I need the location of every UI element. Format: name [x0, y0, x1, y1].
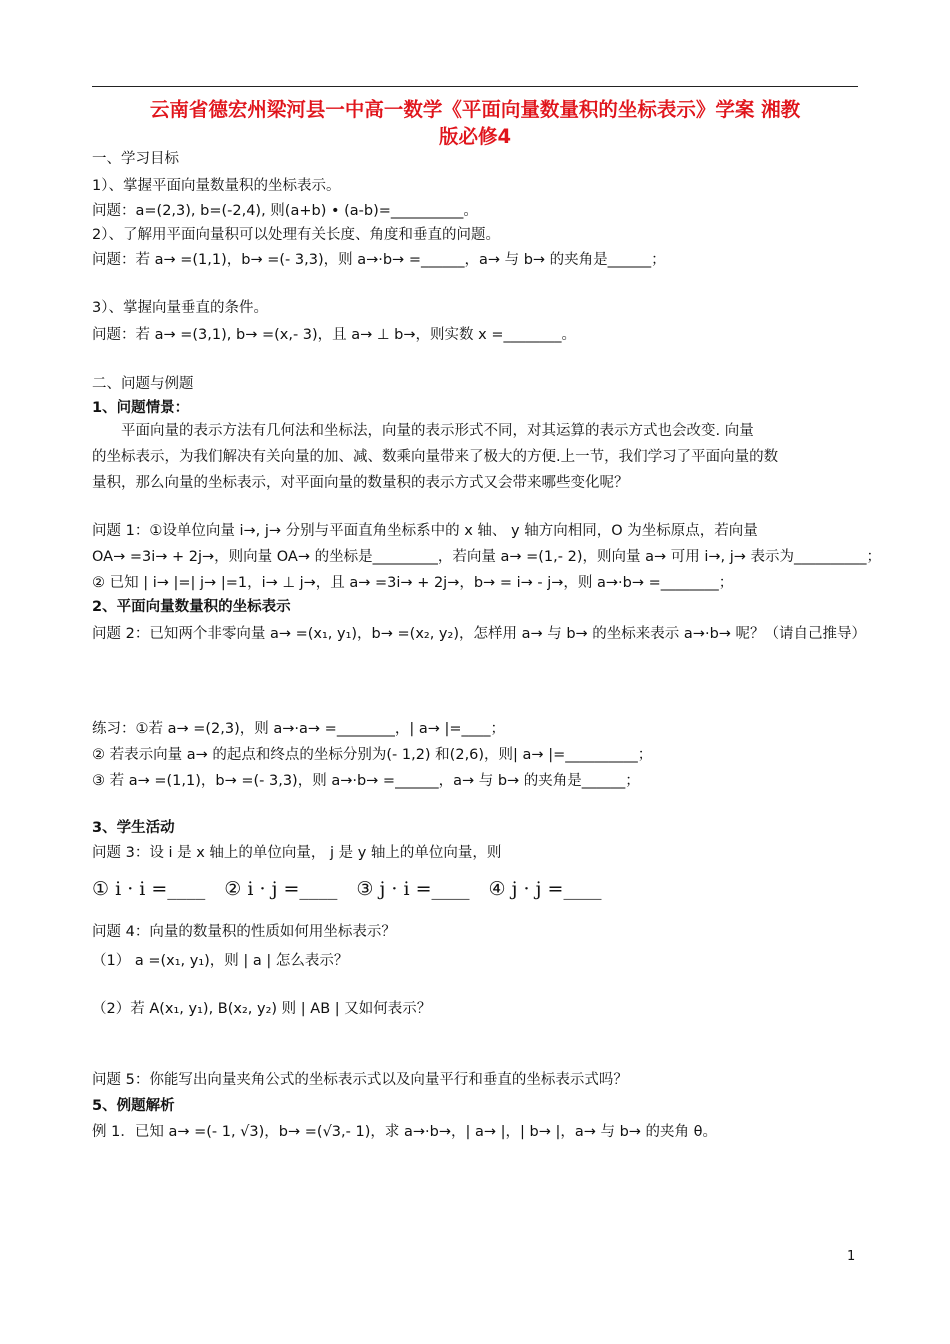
intro-line-1: 平面向量的表示方法有几何法和坐标法，向量的表示形式不同，对其运算的表示方式也会改变. 向量	[121, 423, 754, 439]
problem-4-part-1: （1） a =(x₁, y₁)，则 | a | 怎么表示？	[92, 953, 349, 969]
practice-line-3: ③ 若 a→ =(1,1)，b→ =(- 3,3)，则 a→·b→ =______，a→ 与 b→ 的夹角是______；	[92, 773, 640, 789]
subsection-1-heading: 1、问题情景：	[92, 400, 190, 416]
document-title	[92, 96, 858, 150]
question-1: 问题：a=(2,3), b=(-2,4), 则(a+b) • (a-b)=__________。	[92, 203, 478, 219]
problem-2: 问题 2：已知两个非零向量 a→ =(x₁, y₁)，b→ =(x₂, y₂)，怎样用 a→ 与 b→ 的坐标来表示 a→·b→ 呢？（请自己推导）	[92, 626, 867, 642]
page-number: 1	[847, 1249, 856, 1264]
section1-heading: 一、学习目标	[92, 151, 179, 167]
intro-paragraph	[92, 418, 862, 496]
question-3: 问题：若 a→ =(3,1), b→ =(x,- 3)，且 a→ ⊥ b→，则实数 x =________。	[92, 327, 576, 343]
practice	[92, 716, 862, 794]
goal-1: 1）、掌握平面向量数量积的坐标表示。	[92, 178, 341, 194]
problem-1-line-2: OA→ =3i→ + 2j→，则向量 OA→ 的坐标是_________，若向量 a→ =(1,- 2)，则向量 a→ 可用 i→, j→ 表示为__________；	[92, 549, 882, 565]
goal-2: 2）、了解用平面向量积可以处理有关长度、角度和垂直的问题。	[92, 227, 500, 243]
section2-heading: 二、问题与例题	[92, 376, 194, 392]
problem-4: 问题 4：向量的数量积的性质如何用坐标表示？	[92, 924, 396, 940]
title-line-2: 版必修4	[438, 125, 512, 148]
example-1: 例 1．已知 a→ =(- 1, √3)，b→ =(√3,- 1)，求 a→·b→，| a→ |，| b→ |，a→ 与 b→ 的夹角 θ。	[92, 1124, 718, 1140]
question-2: 问题：若 a→ =(1,1)，b→ =(- 3,3)，则 a→·b→ =______，a→ 与 b→ 的夹角是______；	[92, 252, 666, 268]
header-rule	[92, 86, 858, 87]
subsection-2-heading: 2、平面向量数量积的坐标表示	[92, 599, 291, 615]
practice-line-2: ② 若表示向量 a→ 的起点和终点的坐标分别为(- 1,2) 和(2,6)，则| a→ |=__________；	[92, 747, 653, 763]
problem-1	[92, 518, 882, 596]
title-line-1: 云南省德宏州梁河县一中高一数学《平面向量数量积的坐标表示》学案 湘教	[149, 98, 801, 121]
intro-line-3: 量积，那么向量的坐标表示，对平面向量的数量积的表示方式又会带来哪些变化呢？	[92, 475, 629, 491]
subsection-3-heading: 3、学生活动	[92, 820, 175, 836]
goal-3: 3）、掌握向量垂直的条件。	[92, 300, 268, 316]
practice-line-1: 练习：①若 a→ =(2,3)，则 a→·a→ =________，| a→ |=____；	[92, 721, 505, 737]
problem-4-part-2: （2）若 A(x₁, y₁), B(x₂, y₂) 则 | AB | 又如何表示？	[92, 1001, 432, 1017]
problem-3: 问题 3：设 i 是 x 轴上的单位向量， j 是 y 轴上的单位向量，则	[92, 845, 502, 861]
intro-line-2: 的坐标表示，为我们解决有关向量的加、减、数乘向量带来了极大的方便.上一节，我们学习了平面向量的数	[92, 449, 779, 465]
problem-1-line-3: ② 已知 | i→ |=| j→ |=1，i→ ⊥ j→，且 a→ =3i→ + 2j→，b→ = i→ - j→，则 a→·b→ =________；	[92, 575, 734, 591]
problem-3-items: ① i · i =____ ② i · j =____ ③ j · i =____ ④ j · j =____	[92, 878, 602, 900]
problem-5: 问题 5：你能写出向量夹角公式的坐标表示式以及向量平行和垂直的坐标表示式吗？	[92, 1072, 628, 1088]
problem-1-line-1: 问题 1：①设单位向量 i→, j→ 分别与平面直角坐标系中的 x 轴、 y 轴方向相同，O 为坐标原点，若向量	[92, 523, 758, 539]
subsection-5-heading: 5、例题解析	[92, 1098, 175, 1114]
